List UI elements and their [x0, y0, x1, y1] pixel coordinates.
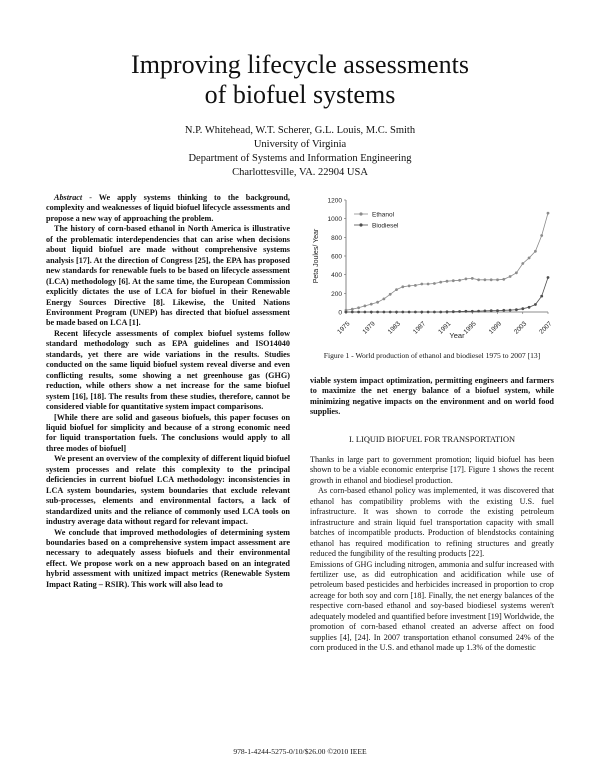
series-line-biodiesel: [346, 278, 548, 313]
abstract-paragraph: [46, 193, 290, 224]
data-point-biodiesel: [452, 310, 455, 313]
figure-caption: Figure 1 - World production of ethanol and biodiesel 1975 to 2007 [13]: [323, 351, 541, 360]
data-point-biodiesel: [534, 303, 537, 306]
data-point-ethanol: [509, 275, 512, 278]
data-point-biodiesel: [395, 311, 398, 314]
y-tick-label: 400: [331, 272, 342, 280]
x-tick-label: 1991: [437, 320, 453, 336]
x-tick-label: 1987: [411, 320, 428, 336]
data-point-ethanol: [502, 278, 505, 281]
data-point-ethanol: [458, 279, 461, 282]
data-point-ethanol: [465, 278, 468, 281]
data-point-ethanol: [389, 293, 392, 296]
author-names: N.P. Whitehead, W.T. Scherer, G.L. Louis, M.C. Smith: [184, 125, 416, 136]
x-tick-label: 2007: [538, 320, 554, 336]
data-point-biodiesel: [465, 310, 468, 313]
data-point-biodiesel: [515, 308, 518, 311]
data-point-biodiesel: [490, 309, 493, 312]
data-point-biodiesel: [439, 311, 442, 314]
data-point-biodiesel: [496, 309, 499, 312]
data-point-biodiesel: [357, 311, 360, 314]
data-point-ethanol: [547, 212, 550, 215]
data-point-biodiesel: [370, 311, 373, 314]
legend-label: Biodiesel: [372, 222, 399, 230]
data-point-ethanol: [477, 278, 480, 281]
paper-title: [0, 50, 600, 110]
data-point-biodiesel: [414, 311, 417, 314]
x-axis-label: Year: [449, 331, 465, 340]
data-point-ethanol: [401, 285, 404, 288]
data-point-ethanol: [364, 305, 367, 308]
data-point-ethanol: [420, 283, 423, 286]
data-point-ethanol: [376, 301, 379, 304]
data-point-biodiesel: [389, 311, 392, 314]
x-tick-label: 1975: [336, 320, 352, 336]
data-point-biodiesel: [458, 310, 461, 313]
production-chart: [308, 190, 558, 342]
copyright-footer: 978-1-4244-5275-0/10/$26.00 ©2010 IEEE: [233, 747, 367, 756]
body-paragraph: [While there are solid and gaseous biofuels, this paper focuses on liquid biofuel for simplicity and because of a strong economic need for liquid transportation fuels. The conclusions would apply to all three modes of biofuel]: [46, 412, 290, 453]
data-point-biodiesel: [364, 311, 367, 314]
data-point-ethanol: [484, 278, 487, 281]
abstract-text: We apply systems thinking to the background, complexity and weaknesses of liquid biofuel lifecycle assessments and propose a new way of approaching the problem.: [46, 193, 290, 223]
body-paragraph: We present an overview of the complexity of different liquid biofuel system processes and relate this complexity to the principal deficiencies in current biofuel LCA methodology: inconsistencies in LCA system boundaries, system boundaries that exclude relevant sub-processes, elements and environmental factors, a lack of standardized units and the reliance of commonly used LCA tools on industry average data without regard for relevant impact.: [46, 454, 290, 527]
data-point-biodiesel: [345, 311, 348, 314]
continued-paragraph: viable system impact optimization, permitting engineers and farmers to maximize the net energy balance of a biofuel system, while minimizing negative impacts on the environment and on world food supplies.: [310, 376, 554, 417]
section-heading: I. LIQUID BIOFUEL FOR TRANSPORTATION: [348, 435, 516, 444]
data-point-biodiesel: [477, 310, 480, 313]
data-point-ethanol: [408, 285, 411, 288]
x-tick-label: 1979: [361, 320, 377, 336]
data-point-ethanol: [515, 271, 518, 274]
y-tick-label: 1000: [327, 216, 342, 224]
data-point-ethanol: [496, 278, 499, 281]
data-point-biodiesel: [420, 311, 423, 314]
data-point-biodiesel: [351, 311, 354, 314]
data-point-biodiesel: [376, 311, 379, 314]
body-paragraph: Thanks in large part to government promotion; liquid biofuel has been shown to be a viable economic enterprise [17]. Figure 1 shows the recent growth in ethanol and biodiesel production.: [310, 455, 554, 485]
data-point-ethanol: [351, 308, 354, 311]
data-point-ethanol: [439, 281, 442, 284]
left-column: [46, 193, 290, 590]
data-point-ethanol: [395, 288, 398, 291]
data-point-biodiesel: [408, 311, 411, 314]
data-point-ethanol: [490, 278, 493, 281]
data-point-biodiesel: [484, 310, 487, 313]
data-point-ethanol: [370, 303, 373, 306]
x-tick-label: 1999: [487, 320, 503, 336]
data-point-ethanol: [521, 262, 524, 265]
y-tick-label: 200: [331, 290, 342, 298]
data-point-biodiesel: [383, 311, 386, 314]
y-tick-label: 600: [331, 253, 342, 261]
body-paragraph: The history of corn-based ethanol in North America is illustrative of the problematic interdependencies that can arise when decisions about liquid biofuel are made without comprehensive systems analysis [17]. At the direction of Congress [25], the EPA has proposed new standards for renewable fuels to be based on lifecycle assessment (LCA) methodology [6]. At the same time, the European Commission explicitly dictates the use of LCA for biofuel in their Renewable Energy Sources Directive [8]. Likewise, the United Nations Environment Program (UNEP) has directed that biofuel assessment be made based on LCA [1].: [46, 224, 290, 328]
body-paragraph: As corn-based ethanol policy was implemented, it was discovered that ethanol has compatibility problems with the existing U.S. fuel infrastructure. It was shown to corrode the existing petroleum infrastructure and strain liquid fuel transportation capacity with small batches of incompatible products. Production of blendstocks containing ethanol has required modification to refining structures and greatly reduced the fungibility of the resulting products [22].: [310, 486, 554, 559]
y-tick-label: 0: [338, 309, 342, 317]
title-line-1: Improving lifecycle assessments: [131, 50, 469, 79]
y-tick-label: 1200: [327, 197, 342, 205]
legend-label: Ethanol: [372, 211, 395, 219]
data-point-biodiesel: [433, 311, 436, 314]
x-tick-label: 1983: [386, 320, 402, 336]
right-column: [310, 455, 554, 654]
affiliation-department: Department of Systems and Information Engineering: [188, 153, 412, 164]
legend-swatch-marker: [359, 212, 362, 215]
affiliation-university: University of Virginia: [253, 139, 347, 150]
data-point-ethanol: [433, 282, 436, 285]
data-point-ethanol: [452, 279, 455, 282]
data-point-biodiesel: [509, 309, 512, 312]
y-axis-label: Peta Joules/ Year: [313, 228, 320, 284]
data-point-ethanol: [414, 284, 417, 287]
y-tick-label: 800: [331, 234, 342, 242]
x-tick-label: 1995: [462, 320, 478, 336]
data-point-biodiesel: [528, 306, 531, 309]
title-line-2: of biofuel systems: [204, 80, 396, 109]
body-paragraph: Emissions of GHG including nitrogen, ammonia and sulfur increased with fertilizer use, as did eutrophication and acidification while use of petroleum based pesticides and herbicides increased in proportion to crop acreage for both soy and corn [18]. Finally, the net energy balances of the respective corn-based ethanol and soy-based biodiesel systems weren't adequately modeled and quantified before investment [19] Worldwide, the promotion of corn-based ethanol created an adverse affect on food supplies [4], [24]. In 2007 transportation ethanol consumed 24% of the corn produced in the U.S. and ethanol made up 1.3% of the domestic: [310, 559, 554, 653]
legend-swatch-marker: [359, 223, 362, 226]
data-point-biodiesel: [540, 295, 543, 298]
data-point-ethanol: [471, 277, 474, 280]
x-tick-label: 2003: [512, 320, 529, 336]
data-point-biodiesel: [401, 311, 404, 314]
affiliation-address: Charlottesville, VA. 22904 USA: [232, 167, 368, 178]
data-point-ethanol: [540, 234, 543, 237]
data-point-ethanol: [427, 283, 430, 286]
data-point-ethanol: [383, 298, 386, 301]
data-point-ethanol: [357, 306, 360, 309]
body-paragraph: Recent lifecycle assessments of complex biofuel systems follow standard methodology such as EPA guidelines and ISO14040 standards, yet there are wide variations in the results. Studies conducted on the same liquid biofuel system reveal diverse and even conflicting results, some showing a net greenhouse gas (GHG) reduction, while others show a net increase for the same biofuel system [16], [18]. The results from these studies, therefore, cannot be considered viable for quantitative system impact comparisons.: [46, 328, 290, 412]
data-point-biodiesel: [427, 311, 430, 314]
body-paragraph: We conclude that improved methodologies of determining system boundaries based on a comprehensive system impact assessment are necessary to adequately assess biofuels and their environmental effect. We propose work on a new approach based on an integrated hybrid assessment with unitized impact metrics (Renewable System Impact Rating – RSIR). This work will also lead to: [46, 527, 290, 589]
data-point-ethanol: [446, 280, 449, 283]
data-point-biodiesel: [521, 307, 524, 310]
data-point-biodiesel: [471, 310, 474, 313]
data-point-biodiesel: [547, 276, 550, 279]
author-block: [0, 124, 600, 180]
abstract-label: Abstract -: [54, 193, 92, 202]
data-point-biodiesel: [446, 310, 449, 313]
data-point-biodiesel: [502, 309, 505, 312]
data-point-ethanol: [534, 250, 537, 253]
data-point-ethanol: [528, 257, 531, 260]
